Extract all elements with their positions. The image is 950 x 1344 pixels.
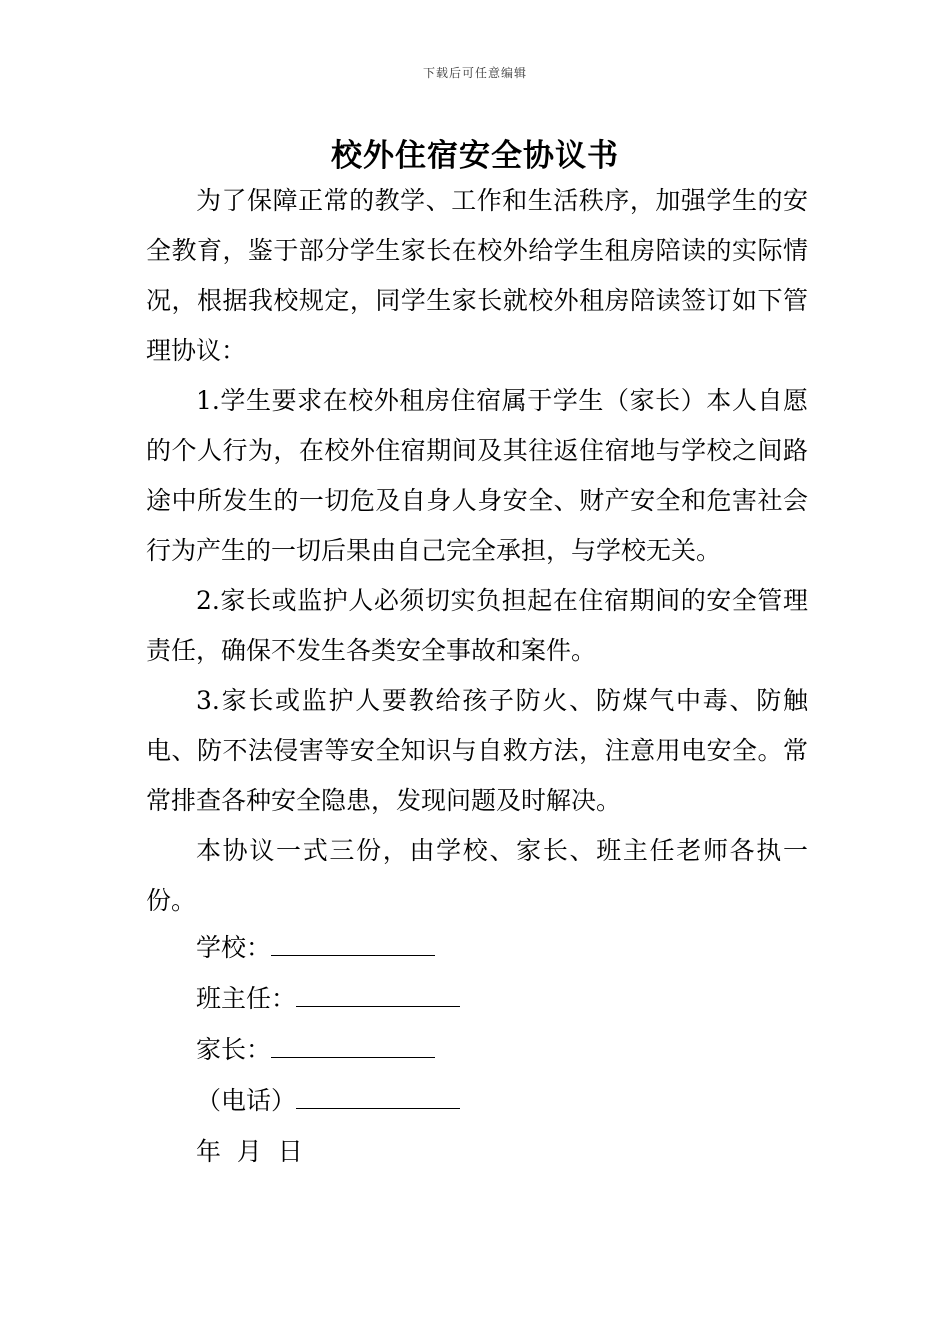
phone-blank[interactable] [296,1086,460,1109]
date-line: 年 月 日 [196,1137,303,1166]
intro-paragraph: 为了保障正常的教学、工作和生活秩序，加强学生的安全教育，鉴于部分学生家长在校外给学生租房陪读的实际情况，根据我校规定，同学生家长就校外租房陪读签订如下管理协议： [146,186,808,365]
document-title: 校外住宿安全协议书 [331,138,619,174]
parent-blank[interactable] [271,1035,435,1058]
phone-line [196,1075,460,1126]
school-blank[interactable] [271,933,435,956]
phone-label: （电话） [196,1086,297,1115]
teacher-blank[interactable] [296,984,460,1007]
clause-2-paragraph: 2.家长或监护人必须切实负担起在住宿期间的安全管理责任，确保不发生各类安全事故和案件。 [146,586,808,665]
clause-3-paragraph: 3.家长或监护人要教给孩子防火、防煤气中毒、防触电、防不法侵害等安全知识与自救方法，注意用电安全。常常排查各种安全隐患，发现问题及时解决。 [146,686,808,815]
school-signature-line [196,922,460,973]
teacher-signature-line [196,973,460,1024]
document-body [146,176,808,926]
school-label: 学校： [196,933,272,962]
copies-paragraph: 本协议一式三份，由学校、家长、班主任老师各执一份。 [146,836,808,915]
clause-1-paragraph: 1.学生要求在校外租房住宿属于学生（家长）本人自愿的个人行为，在校外住宿期间及其往返住宿地与学校之间路途中所发生的一切危及自身人身安全、财产安全和危害社会行为产生的一切后果由自己完全承担，与学校无关。 [146,386,808,565]
parent-label: 家长： [196,1035,272,1064]
signature-block [196,922,460,1177]
header-note: 下载后可任意编辑 [422,66,527,80]
parent-signature-line [196,1024,460,1075]
teacher-label: 班主任： [196,984,297,1013]
